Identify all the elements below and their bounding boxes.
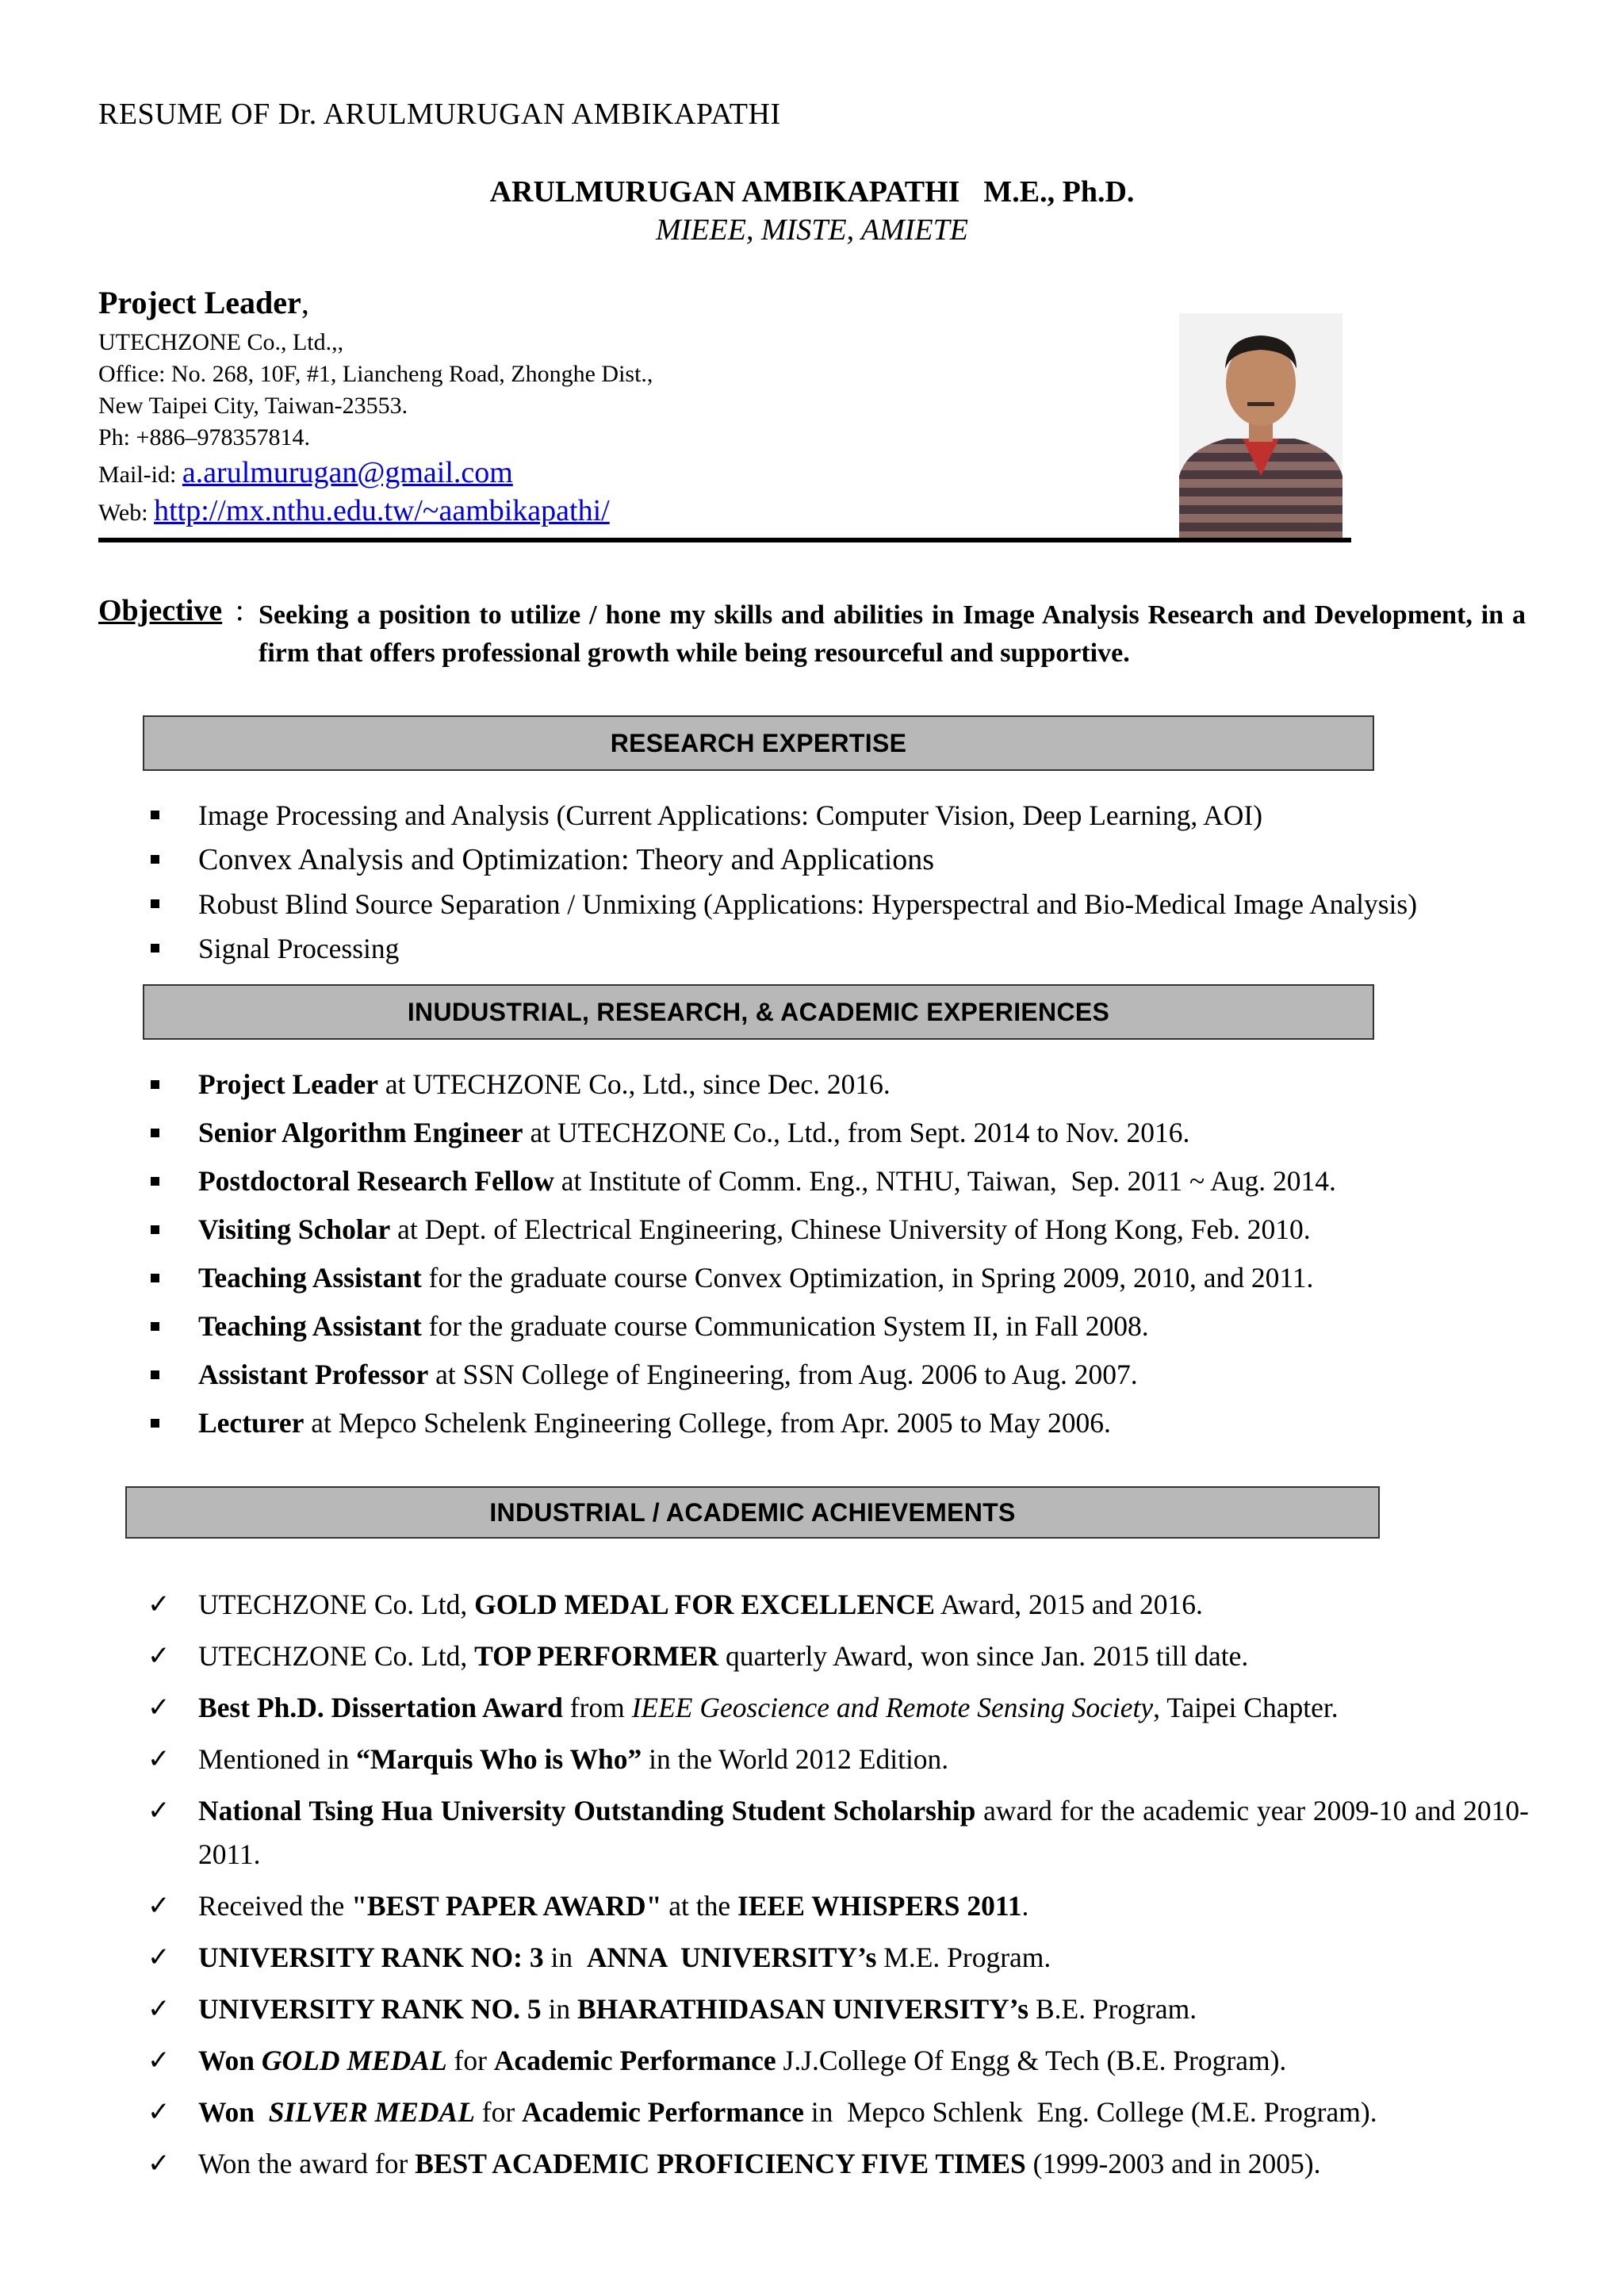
achievement-text-run: (1999-2003 and in 2005). bbox=[1025, 2148, 1321, 2179]
achievement-text-run: TOP PERFORMER bbox=[474, 1640, 719, 1672]
bullet-square-icon bbox=[151, 1419, 159, 1428]
experience-role: Visiting Scholar bbox=[198, 1213, 391, 1245]
profile-photo-graphic bbox=[1179, 313, 1342, 538]
office-address: Office: No. 268, 10F, #1, Liancheng Road, Zhonghe Dist., bbox=[98, 361, 653, 387]
document-title: RESUME OF Dr. ARULMURUGAN AMBIKAPATHI bbox=[98, 98, 781, 131]
checkmark-icon: ✓ bbox=[147, 1941, 170, 1973]
bullet-square-icon bbox=[151, 1274, 159, 1282]
checkmark-icon: ✓ bbox=[147, 1993, 170, 2025]
checkmark-icon: ✓ bbox=[147, 1640, 170, 1672]
achievement-text-run: BHARATHIDASAN UNIVERSITY’s bbox=[577, 1993, 1029, 2025]
candidate-degrees: M.E., Ph.D. bbox=[983, 175, 1135, 209]
bullet-square-icon bbox=[151, 855, 159, 864]
checkmark-icon: ✓ bbox=[147, 1589, 170, 1620]
city-address: New Taipei City, Taiwan-23553. bbox=[98, 393, 408, 419]
achievement-text-run: BEST ACADEMIC PROFICIENCY FIVE TIMES bbox=[415, 2148, 1026, 2179]
checkmark-icon: ✓ bbox=[147, 1795, 170, 1826]
achievement-text-run: at the bbox=[661, 1890, 738, 1922]
current-role bbox=[98, 287, 653, 319]
achievement-text-run: Won bbox=[198, 2045, 262, 2076]
list-item bbox=[147, 882, 1417, 926]
achievement-text-run: for bbox=[446, 2045, 494, 2076]
achievement-item bbox=[147, 2091, 1529, 2134]
experience-item bbox=[147, 1157, 1336, 1205]
email-line bbox=[98, 454, 653, 492]
achievement-text-run: UTECHZONE Co. Ltd, bbox=[198, 1640, 475, 1672]
experience-detail: at UTECHZONE Co., Ltd., since Dec. 2016. bbox=[378, 1068, 891, 1100]
bullet-square-icon bbox=[151, 944, 159, 953]
achievement-text-run: Best Ph.D. Dissertation Award bbox=[198, 1692, 563, 1723]
research-expertise-header: RESEARCH EXPERTISE bbox=[143, 715, 1374, 771]
research-item-text: Image Processing and Analysis (Current Applications: Computer Vision, Deep Learning, AOI) bbox=[198, 799, 1263, 831]
list-item bbox=[147, 926, 1417, 971]
achievement-text-run: quarterly Award, won since Jan. 2015 till date. bbox=[718, 1640, 1249, 1672]
achievement-text-run: in the World 2012 Edition. bbox=[642, 1743, 949, 1775]
experience-detail: at Dept. of Electrical Engineering, Chinese University of Hong Kong, Feb. 2010. bbox=[390, 1213, 1311, 1245]
achievement-text-run: IEEE WHISPERS 2011 bbox=[737, 1890, 1022, 1922]
candidate-name: ARULMURUGAN AMBIKAPATHI bbox=[489, 175, 960, 209]
experience-detail: at Institute of Comm. Eng., NTHU, Taiwan, Sep. 2011 ~ Aug. 2014. bbox=[553, 1165, 1336, 1197]
achievement-text-run: Received the bbox=[198, 1890, 352, 1922]
web-label: Web: bbox=[98, 500, 155, 526]
experience-detail: at Mepco Schelenk Engineering College, from Apr. 2005 to May 2006. bbox=[304, 1407, 1111, 1439]
achievement-text-run: GOLD MEDAL bbox=[261, 2045, 447, 2076]
experience-item bbox=[147, 1351, 1336, 1399]
profile-photo-icon bbox=[1179, 313, 1342, 538]
experience-role: Teaching Assistant bbox=[198, 1310, 422, 1342]
achievement-text-run: from bbox=[562, 1692, 632, 1723]
achievement-text-run: "BEST PAPER AWARD" bbox=[351, 1890, 662, 1922]
experience-detail: at SSN College of Engineering, from Aug. 2006 to Aug. 2007. bbox=[428, 1359, 1138, 1390]
experience-detail: for the graduate course Communication System II, in Fall 2008. bbox=[421, 1310, 1149, 1342]
achievement-text-run: Mentioned in bbox=[198, 1743, 357, 1775]
achievement-text-run: UNIVERSITY RANK NO. 5 bbox=[198, 1993, 542, 2025]
experience-item bbox=[147, 1060, 1336, 1109]
achievement-text-run: UTECHZONE Co. Ltd, bbox=[198, 1589, 475, 1620]
achievement-text-run: Won bbox=[198, 2096, 269, 2128]
achievement-item bbox=[147, 1884, 1529, 1928]
bullet-square-icon bbox=[151, 811, 159, 819]
achievement-text-run: Academic Performance bbox=[493, 2045, 776, 2076]
contact-block bbox=[98, 287, 653, 530]
achievement-item bbox=[147, 1987, 1529, 2031]
achievement-item bbox=[147, 1583, 1529, 1627]
experience-role: Senior Algorithm Engineer bbox=[198, 1117, 523, 1148]
list-item bbox=[147, 838, 1417, 882]
achievement-item bbox=[147, 1738, 1529, 1781]
achievement-text-run: UNIVERSITY RANK NO: 3 bbox=[198, 1941, 544, 1973]
experience-item bbox=[147, 1205, 1336, 1254]
phone-number: Ph: +886–978357814. bbox=[98, 424, 310, 450]
experience-item bbox=[147, 1254, 1336, 1302]
achievement-item bbox=[147, 1936, 1529, 1980]
experience-list bbox=[147, 1060, 1336, 1447]
achievement-text-run: Award, 2015 and 2016. bbox=[934, 1589, 1203, 1620]
bullet-square-icon bbox=[151, 1080, 159, 1089]
bullet-square-icon bbox=[151, 1129, 159, 1137]
experience-role: Project Leader bbox=[198, 1068, 379, 1100]
experience-detail: at UTECHZONE Co., Ltd., from Sept. 2014 to Nov. 2016. bbox=[523, 1117, 1190, 1148]
checkmark-icon: ✓ bbox=[147, 1743, 170, 1775]
achievement-text-run: IEEE Geoscience and Remote Sensing Society bbox=[631, 1692, 1154, 1723]
achievement-text-run: SILVER MEDAL bbox=[268, 2096, 475, 2128]
experience-header: INUDUSTRIAL, RESEARCH, & ACADEMIC EXPERIENCES bbox=[143, 984, 1374, 1040]
bullet-square-icon bbox=[151, 1322, 159, 1331]
email-link[interactable]: a.arulmurugan@gmail.com bbox=[182, 456, 513, 489]
objective-text: Seeking a position to utilize / hone my skills and abilities in Image Analysis Research and Development, in a firm that offers professional growth while being resourceful and supportive. bbox=[259, 600, 1526, 668]
achievement-text-run: ANNA UNIVERSITY’s bbox=[586, 1941, 877, 1973]
experience-role: Lecturer bbox=[198, 1407, 304, 1439]
bullet-square-icon bbox=[151, 1177, 159, 1186]
bullet-square-icon bbox=[151, 1225, 159, 1234]
experience-role: Postdoctoral Research Fellow bbox=[198, 1165, 554, 1197]
role-suffix: , bbox=[301, 285, 309, 320]
achievement-text-run: in bbox=[543, 1941, 587, 1973]
achievement-text-run: M.E. Program. bbox=[876, 1941, 1051, 1973]
achievement-text-run: B.E. Program. bbox=[1028, 1993, 1197, 2025]
experience-item bbox=[147, 1399, 1336, 1447]
research-item-text: Signal Processing bbox=[198, 933, 400, 964]
bullet-square-icon bbox=[151, 899, 159, 908]
achievements-header: INDUSTRIAL / ACADEMIC ACHIEVEMENTS bbox=[125, 1486, 1380, 1539]
objective-colon: : bbox=[236, 594, 244, 627]
research-expertise-list bbox=[147, 793, 1417, 971]
experience-detail: for the graduate course Convex Optimization, in Spring 2009, 2010, and 2011. bbox=[421, 1262, 1314, 1294]
achievements-list bbox=[147, 1583, 1529, 2194]
website-link[interactable]: http://mx.nthu.edu.tw/~aambikapathi/ bbox=[154, 494, 610, 527]
checkmark-icon: ✓ bbox=[147, 1692, 170, 1723]
achievement-text-run: J.J.College Of Engg & Tech (B.E. Program). bbox=[776, 2045, 1287, 2076]
role-title: Project Leader bbox=[98, 285, 301, 320]
checkmark-icon: ✓ bbox=[147, 1890, 170, 1922]
objective-label: Objective bbox=[98, 594, 223, 627]
achievement-text-run: . bbox=[1021, 1890, 1029, 1922]
checkmark-icon: ✓ bbox=[147, 2148, 170, 2179]
email-label: Mail-id: bbox=[98, 462, 182, 488]
achievement-text-run: for bbox=[474, 2096, 523, 2128]
achievement-text-run: Academic Performance bbox=[522, 2096, 804, 2128]
achievement-item bbox=[147, 2039, 1529, 2083]
achievement-text-run: Won the award for bbox=[198, 2148, 416, 2179]
list-item bbox=[147, 793, 1417, 838]
research-item-text: Robust Blind Source Separation / Unmixing (Applications: Hyperspectral and Bio-Medical Image Analysis) bbox=[198, 888, 1418, 920]
bullet-square-icon bbox=[151, 1370, 159, 1379]
experience-role: Teaching Assistant bbox=[198, 1262, 422, 1294]
achievement-item bbox=[147, 1635, 1529, 1678]
candidate-name-line bbox=[0, 174, 1624, 209]
research-item-text: Convex Analysis and Optimization: Theory and Applications bbox=[198, 843, 935, 876]
achievement-item bbox=[147, 2142, 1529, 2186]
achievement-text-run: National Tsing Hua University Outstanding Student Scholarship bbox=[198, 1795, 976, 1826]
achievement-item bbox=[147, 1686, 1529, 1730]
achievement-text-run: GOLD MEDAL FOR EXCELLENCE bbox=[474, 1589, 935, 1620]
achievement-text-run: “Marquis Who is Who” bbox=[356, 1743, 642, 1775]
checkmark-icon: ✓ bbox=[147, 2096, 170, 2128]
achievement-text-run: in Mepco Schlenk Eng. College (M.E. Program). bbox=[803, 2096, 1377, 2128]
professional-memberships: MIEEE, MISTE, AMIETE bbox=[656, 213, 968, 247]
company-name: UTECHZONE Co., Ltd.,, bbox=[98, 329, 344, 355]
achievement-text-run: award for the academic year 2009-10 and 2010-2011. bbox=[198, 1795, 1529, 1870]
achievement-item bbox=[147, 1789, 1529, 1876]
web-line bbox=[98, 492, 653, 530]
achievement-text-run: , Taipei Chapter. bbox=[1153, 1692, 1339, 1723]
experience-item bbox=[147, 1302, 1336, 1351]
experience-role: Assistant Professor bbox=[198, 1359, 429, 1390]
header-divider bbox=[98, 538, 1351, 542]
achievement-text-run: in bbox=[541, 1993, 577, 2025]
experience-item bbox=[147, 1109, 1336, 1157]
checkmark-icon: ✓ bbox=[147, 2045, 170, 2076]
